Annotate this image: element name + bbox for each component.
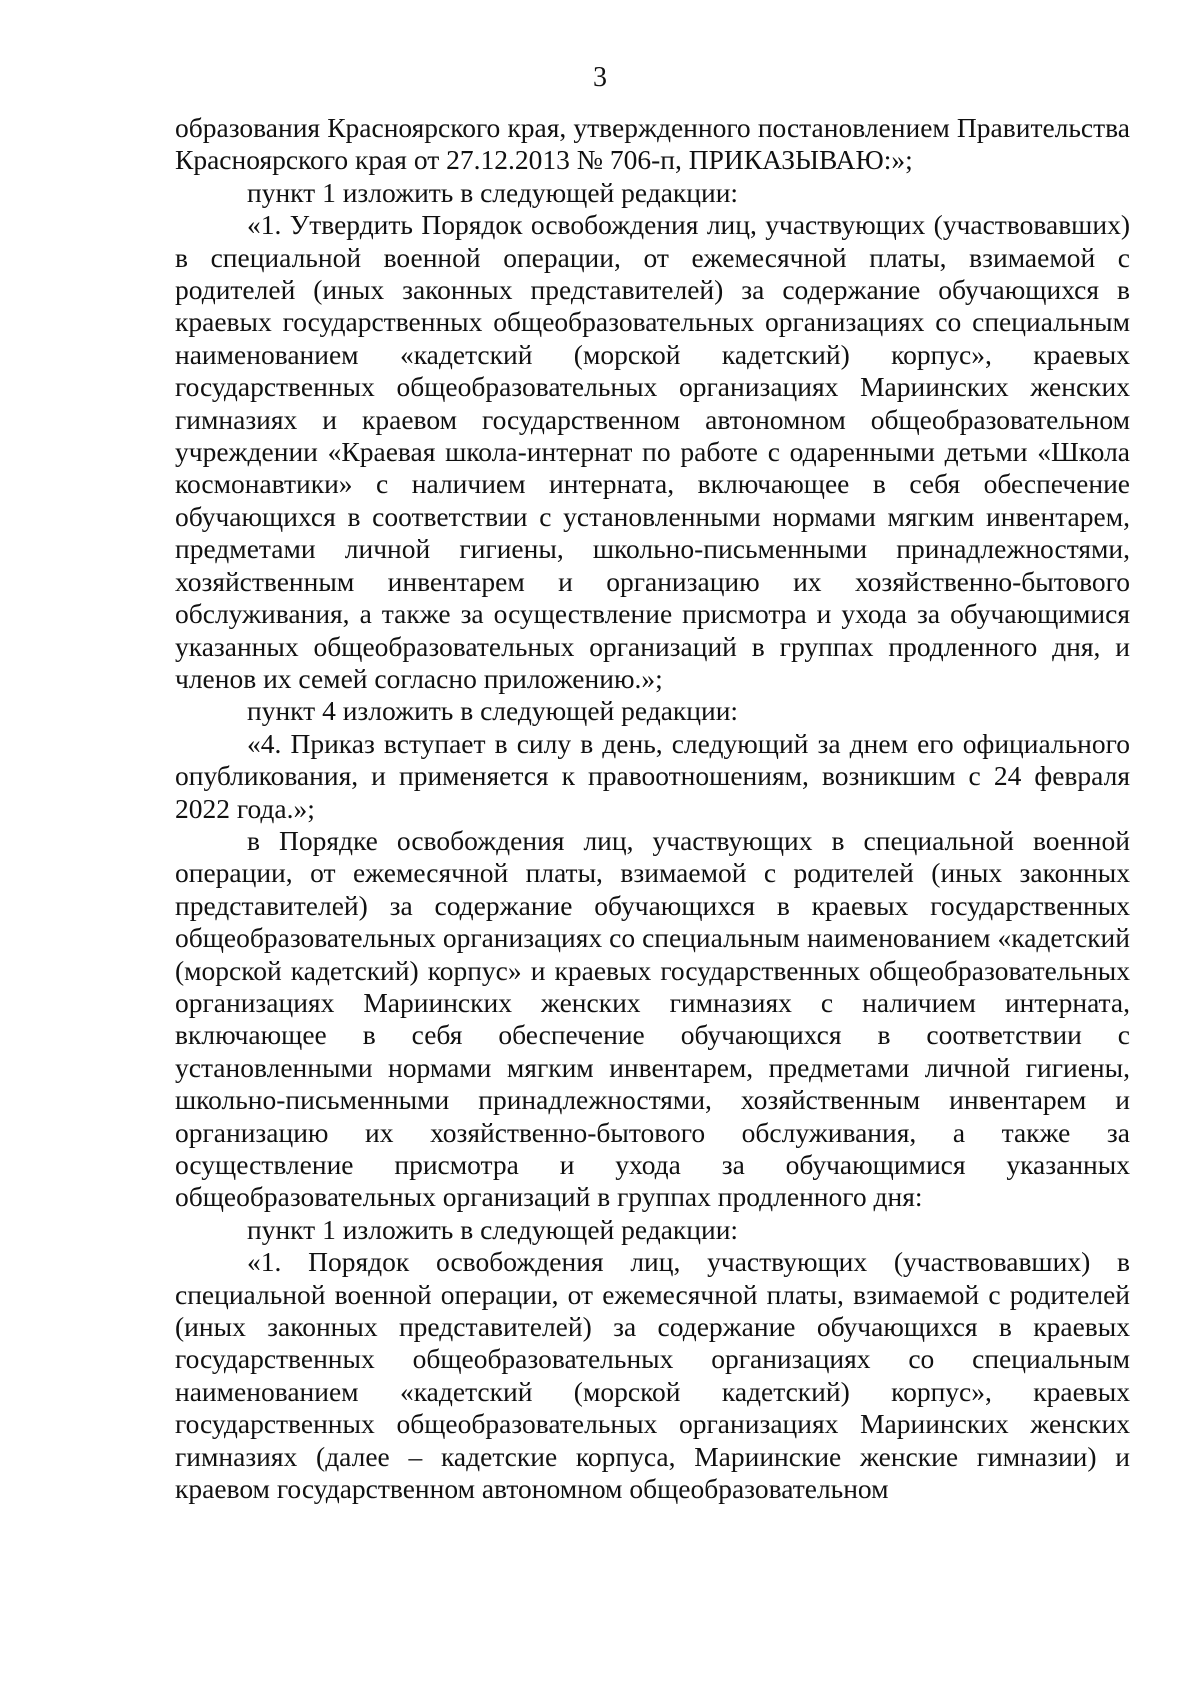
paragraph-order-amendment: в Порядке освобождения лиц, участвующих в специальной военной операции, от ежемесячной платы, взимаемой с родителей (иных законных представителей) за содержание обучающихся в краевых государственных общеобразовательных организациях со специальным наименованием «кадетский (морской кадетский) корпус» и краевых государственных общеобразовательных организациях Мариинских женских гимназиях с наличием интерната, включающее в себя обеспечение обучающихся в соответствии с установленными нормами мягким инвентарем, предметами личной гигиены, школьно-письменными принадлежностями, хозяйственным инвентарем и организацию их хозяйственно-бытового обслуживания, а также за осуществление присмотра и ухода за обучающимися указанных общеобразовательных организаций в группах продленного дня: <box>175 824 1130 1213</box>
page-number: 3 <box>593 62 607 93</box>
paragraph-new-point-4: «4. Приказ вступает в силу в день, следующий за днем его официального опубликования, и применяется к правоотношениям, возникшим с 24 февраля 2022 года.»; <box>175 727 1130 824</box>
paragraph-preamble-ending: образования Красноярского края, утвержденного постановлением Правительства Красноярского края от 27.12.2013 № 706-п, ПРИКАЗЫВАЮ:»; <box>175 112 1130 176</box>
paragraph-instruction-order-point-1: пункт 1 изложить в следующей редакции: <box>247 1213 739 1245</box>
document-body <box>175 112 1130 1505</box>
paragraph-new-point-1: «1. Утвердить Порядок освобождения лиц, участвующих (участвовавших) в специальной военной операции, от ежемесячной платы, взимаемой с родителей (иных законных представителей) за содержание обучающихся в краевых государственных общеобразовательных организациях со специальным наименованием «кадетский (морской кадетский) корпус», краевых государственных общеобразовательных организациях Мариинских женских гимназиях и краевом государственном автономном общеобразовательном учреждении «Краевая школа-интернат по работе с одаренными детьми «Школа космонавтики» с наличием интерната, включающее в себя обеспечение обучающихся в соответствии с установленными нормами мягким инвентарем, предметами личной гигиены, школьно-письменными принадлежностями, хозяйственным инвентарем и организацию их хозяйственно-бытового обслуживания, а также за осуществление присмотра и ухода за обучающимися указанных общеобразовательных организаций в группах продленного дня, и членов их семей согласно приложению.»; <box>175 209 1130 694</box>
paragraph-new-order-point-1: «1. Порядок освобождения лиц, участвующих (участвовавших) в специальной военной операции, от ежемесячной платы, взимаемой с родителей (иных законных представителей) за содержание обучающихся в краевых государственных общеобразовательных организациях со специальным наименованием «кадетский (морской кадетский) корпус», краевых государственных общеобразовательных организациях Мариинских женских гимназиях (далее – кадетские корпуса, Мариинские женские гимназии) и краевом государственном автономном общеобразовательном <box>175 1246 1130 1505</box>
paragraph-instruction-point-1: пункт 1 изложить в следующей редакции: <box>247 176 739 208</box>
paragraph-instruction-point-4: пункт 4 изложить в следующей редакции: <box>247 695 739 727</box>
